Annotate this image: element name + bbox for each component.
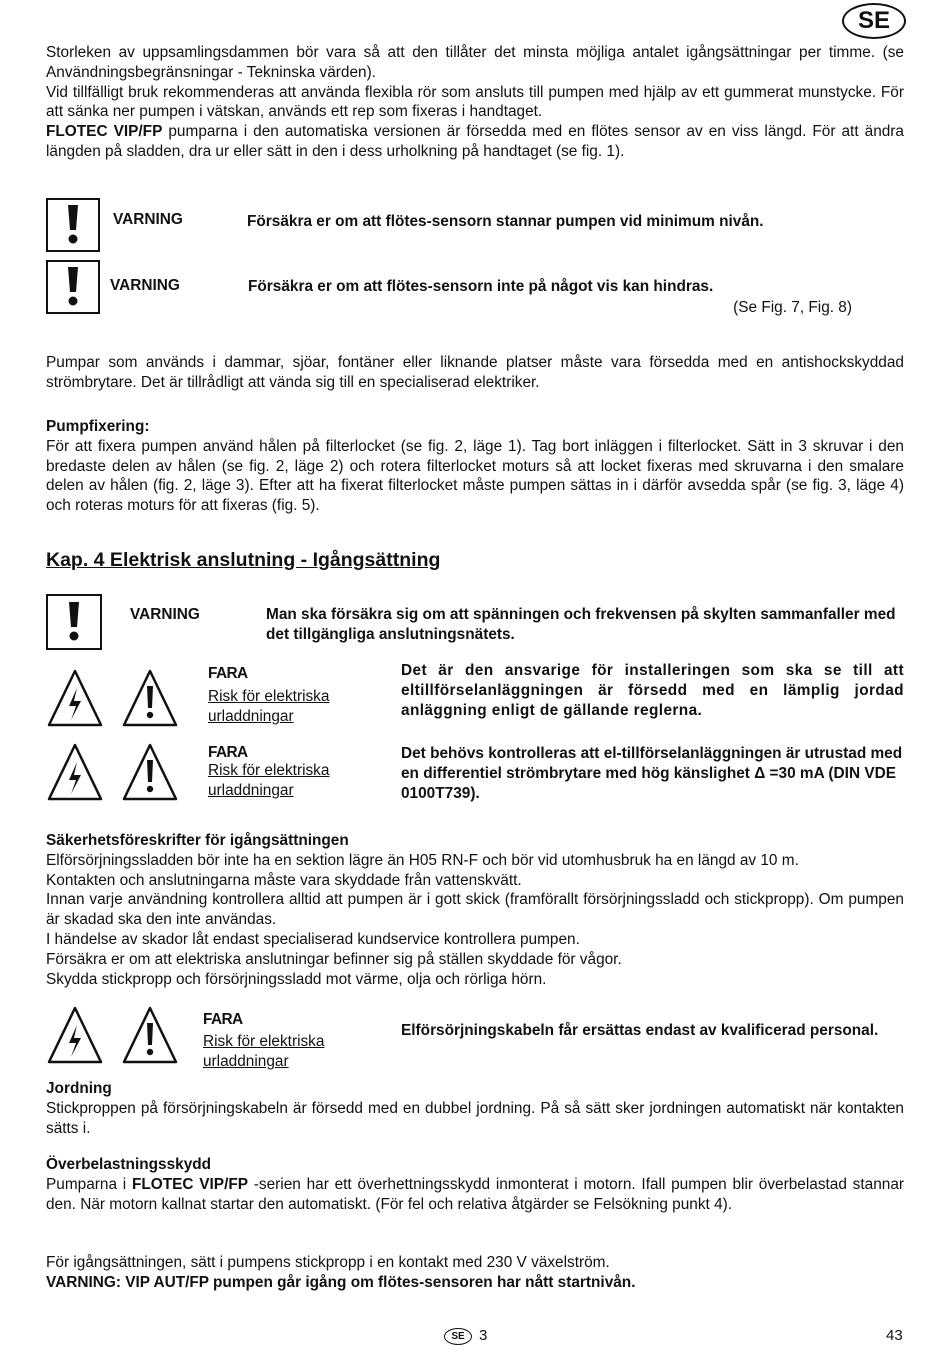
product-name: FLOTEC VIP/FP	[46, 123, 163, 141]
startup-warning: VARNING: VIP AUT/FP pumpen går igång om flötes-sensoren har nått startnivån.	[46, 1273, 636, 1291]
warning-text: Försäkra er om att flötes-sensorn inte på något vis kan hindras.	[248, 278, 714, 295]
warning-label: VARNING	[130, 606, 200, 623]
startup-text: För igångsättningen, sätt i pumpens stickpropp i en kontakt med 230 V växelström.	[46, 1254, 610, 1271]
safety-line: Försäkra er om att elektriska anslutningar befinner sig på ställen skyddade för vågor.	[46, 950, 622, 968]
electric-hazard-icon	[46, 668, 104, 733]
section-page-number: 3	[479, 1327, 488, 1344]
danger-text: Det behövs kontrolleras att el-tillförselanläggningen är utrustad med en differentiel strömbrytare med hög känslighet Δ =30 mA (DIN VDE 0100T739).	[401, 745, 903, 802]
page-number: 43	[886, 1327, 903, 1344]
safety-line: Innan varje användning kontrollera alltid att pumpen är i gott skick (framförallt försörjningssladd och stickpropp). Om pumpen är skadad ska den inte användas.	[46, 891, 904, 929]
startup-section	[46, 1253, 904, 1293]
section-title: Överbelastningsskydd	[46, 1156, 212, 1173]
footer-language-badge: SE	[444, 1328, 472, 1345]
warning-icon	[46, 594, 102, 650]
product-name: FLOTEC VIP/FP	[131, 1175, 249, 1193]
safety-line: I händelse av skador låt endast specialiserad kundservice kontrollera pumpen.	[46, 930, 580, 948]
danger-label: FARA	[203, 1011, 243, 1028]
safety-line: Skydda stickpropp och försörjningssladd mot värme, olja och rörliga hörn.	[46, 970, 547, 988]
danger-text: Det är den ansvarige för installeringen som ska se till att eltillförselanläggningen är försedd med en lämplig jordad anläggning enligt de gällande reglerna.	[401, 662, 904, 719]
language-badge: SE	[842, 3, 906, 39]
warning-icon	[46, 198, 100, 252]
section-title: Jordning	[46, 1080, 112, 1097]
danger-label: FARA	[208, 665, 248, 682]
warning-triangle-icon	[121, 742, 179, 807]
grounding-text: Stickproppen på försörjningskabeln är försedd med en dubbel jordning. På så sätt sker jordningen automatiskt när kontakten sätts i.	[46, 1099, 904, 1137]
warning-text: Man ska försäkra sig om att spänningen och frekvensen på skylten sammanfaller med det tillgängliga anslutningsnätets.	[266, 606, 896, 643]
electric-hazard-icon	[46, 742, 104, 807]
safety-line: Elförsörjningssladden bör inte ha en sektion lägre än H05 RN-F och bör vid utomhusbruk ha en längd av 10 m.	[46, 851, 799, 869]
intro-paragraph-1: Storleken av uppsamlingsdammen bör vara så att den tillåter det minsta möjliga antalet igångsättningar per timme. (se Användningsbegränsningar - Tekninska värden).	[46, 44, 904, 81]
danger-subtitle: Risk för elektriska urladdningar	[208, 688, 330, 725]
intro-paragraph-3: FLOTEC VIP/FP pumparna i den automatiska versionen är försedda med en flötes sensor av en viss längd. För att ändra längden på sladden, dra ur eller sätt in den i dess urholkning på handtaget (se fig. 1).	[46, 123, 904, 160]
overload-text: Pumparna i FLOTEC VIP/FP -serien har ett överhettningsskydd inmonterat i motorn. Ifall pumpen blir överbelastad stannar den. När motorn kallnat startar den automatiskt. (För fel och relativa åtgärder se Felsökning punkt 4).	[46, 1175, 905, 1213]
electric-hazard-icon	[46, 1005, 104, 1070]
danger-subtitle: Risk för elektriska urladdningar	[203, 1033, 325, 1070]
warning-label: VARNING	[113, 211, 183, 228]
warning-triangle-icon	[121, 668, 179, 733]
figure-reference: (Se Fig. 7, Fig. 8)	[733, 299, 852, 316]
pump-fixing-section	[46, 417, 904, 516]
chapter-heading: Kap. 4 Elektrisk anslutning - Igångsättning	[46, 549, 441, 571]
warning-text: Försäkra er om att flötes-sensorn stannar pumpen vid minimum nivån.	[247, 213, 764, 230]
danger-label: FARA	[208, 744, 248, 761]
warning-icon	[46, 260, 100, 314]
intro-text	[46, 43, 904, 162]
warning-triangle-icon	[121, 1005, 179, 1070]
danger-subtitle: Risk för elektriska urladdningar	[208, 762, 330, 799]
overload-section	[46, 1155, 904, 1214]
intro-paragraph-2: Vid tillfälligt bruk rekommenderas att använda flexibla rör som ansluts till pumpen med hjälp av ett gummerat munstycke. För att sänka ner pumpen i vätskan, används ett rep som fixeras i handtaget.	[46, 83, 904, 121]
warning-label: VARNING	[110, 277, 180, 294]
pump-fixing-text: För att fixera pumpen använd hålen på filterlocket (se fig. 2, läge 1). Tag bort inläggen i filterlocket. Sätt in 3 skruvar i den bredaste delen av hålen (se fig. 2, läge 2) och rotera filterlocket moturs så att locket fixeras med skruvarna i den smalare delen av hålen (fig. 2, läge 3). Efter att ha fixerat filterlocket måste pumpen sättas in i därför avsedda spår (se fig. 3, läge 4) och roteras moturs för att fixeras (fig. 5).	[46, 437, 904, 515]
pond-safety-paragraph: Pumpar som används i dammar, sjöar, fontäner eller liknande platser måste vara försedda med en antishockskyddad strömbrytare. Det är tillrådligt att vända sig till en specialiserad elektriker.	[46, 354, 904, 391]
safety-line: Kontakten och anslutningarna måste vara skyddade från vattenskvätt.	[46, 871, 522, 889]
section-title: Pumpfixering:	[46, 418, 150, 435]
section-title: Säkerhetsföreskrifter för igångsättningen	[46, 832, 349, 849]
danger-text: Elförsörjningskabeln får ersättas endast av kvalificerad personal.	[401, 1022, 879, 1039]
grounding-section	[46, 1079, 904, 1138]
safety-instructions	[46, 831, 904, 989]
